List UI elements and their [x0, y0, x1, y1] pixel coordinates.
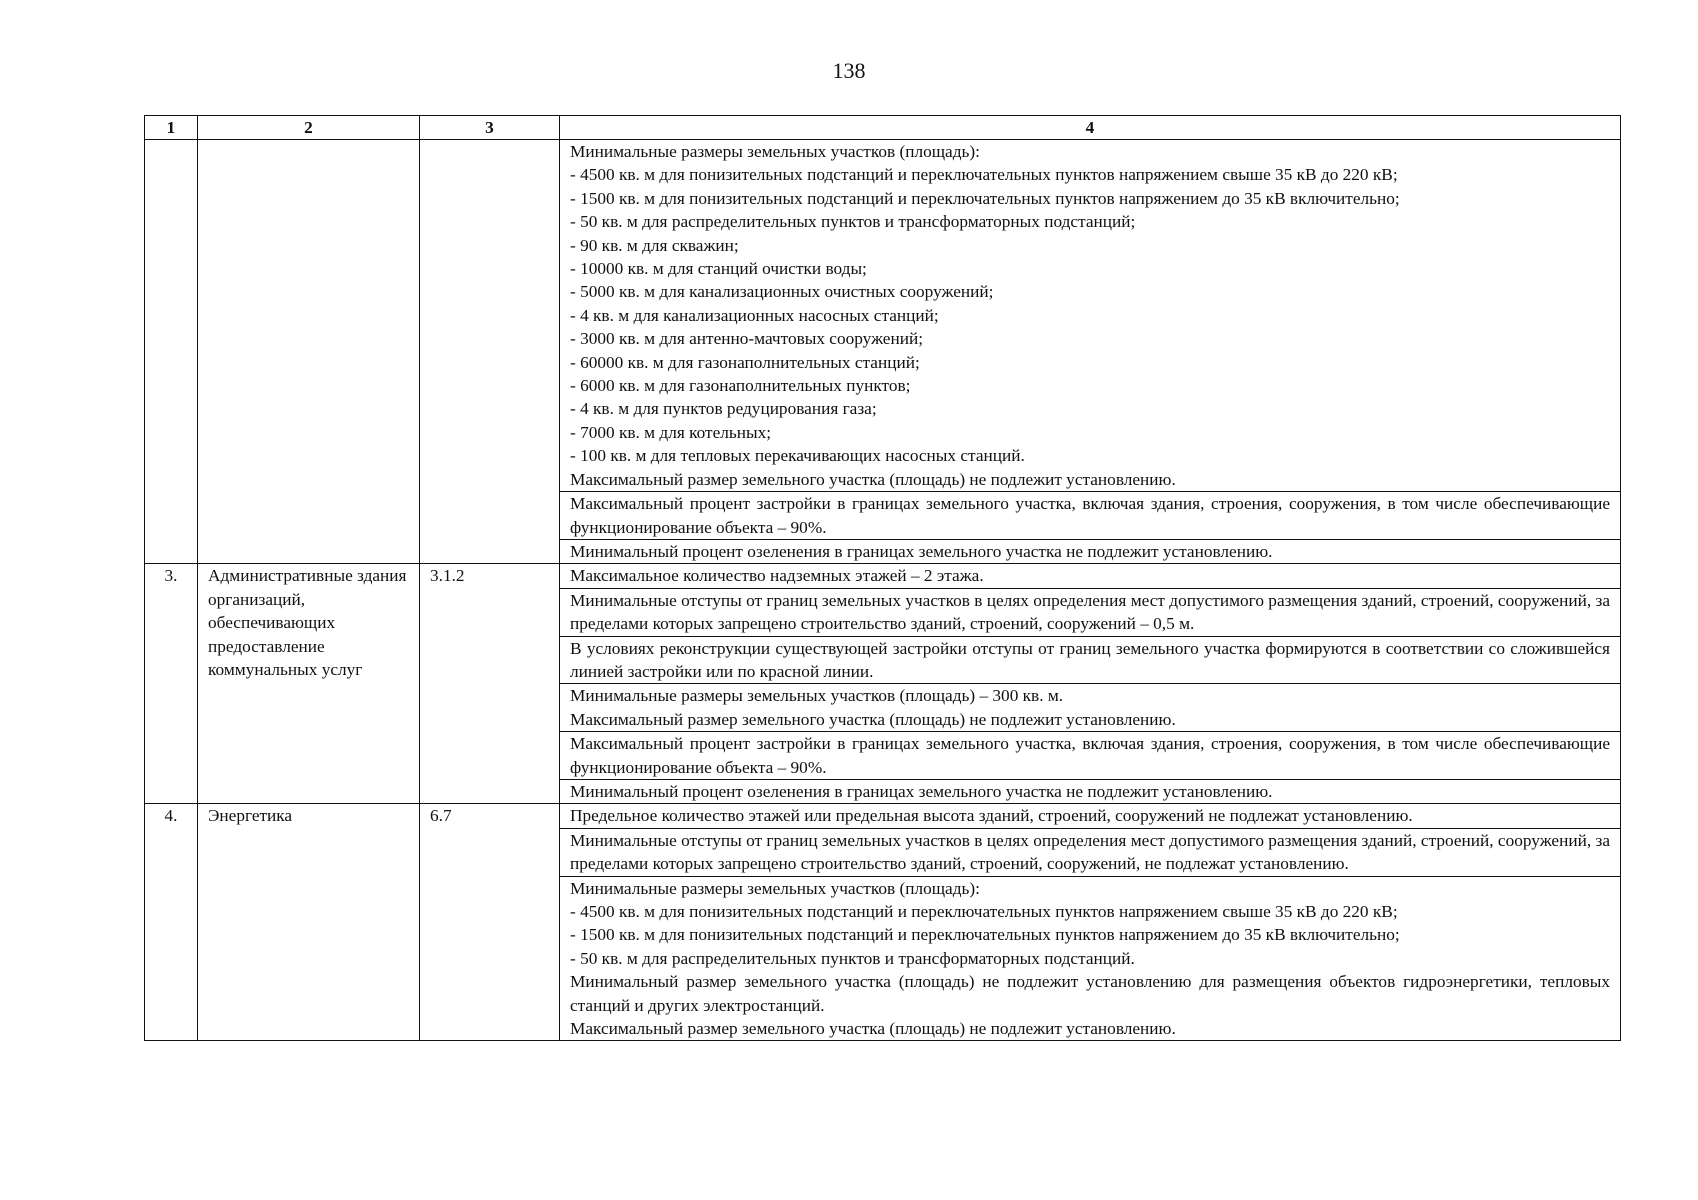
parameter-line: Максимальный процент застройки в границах земельного участка, включая здания, строения, сооружения, в том числе обеспечивающие функционирование объекта – 90%. — [570, 734, 1610, 777]
parameter-line: - 4 кв. м для канализационных насосных станций; — [570, 305, 939, 325]
parameter-line: - 10000 кв. м для станций очистки воды; — [570, 259, 867, 279]
parameter-line: Минимальные размеры земельных участков (площадь): — [570, 142, 980, 161]
parameter-line: Минимальные отступы от границ земельных участков в целях определения мест допустимого размещения зданий, строений, сооружений, за пределами которых запрещено строительство зданий, строений, сооружений, не подлежат установлению. — [570, 830, 1610, 874]
parameter-cell — [560, 876, 1621, 1041]
header-row — [145, 116, 1621, 140]
parameter-line: - 5000 кв. м для канализационных очистных сооружений; — [570, 282, 994, 302]
parameter-line: - 1500 кв. м для понизительных подстанций и переключательных пунктов напряжением до 35 кВ включительно; — [570, 925, 1400, 945]
parameter-cell — [560, 564, 1621, 588]
header-cell: 3 — [420, 116, 560, 140]
parameter-line: - 90 кв. м для скважин; — [570, 235, 739, 255]
parameter-line: Максимальный размер земельного участка (площадь) не подлежит установлению. — [570, 469, 1176, 489]
parameter-cell — [560, 492, 1621, 540]
parameter-line: - 7000 кв. м для котельных; — [570, 422, 772, 442]
parameter-line: Минимальный размер земельного участка (площадь) не подлежит установлению для размещения объектов гидроэнергетики, тепловых станций и других электростанций. — [570, 972, 1610, 1015]
parameter-line: - 60000 кв. м для газонаполнительных станций; — [570, 352, 920, 372]
parameter-line: - 3000 кв. м для антенно-мачтовых сооружений; — [570, 329, 924, 349]
row-name-cell: Административные здания организаций, обеспечивающих предоставление коммунальных услуг — [198, 564, 420, 804]
regulations-table — [144, 115, 1621, 1041]
page-number: 138 — [832, 58, 866, 83]
row-code-cell: 6.7 — [420, 804, 560, 1041]
parameter-cell — [560, 684, 1621, 732]
row-code-cell — [420, 140, 560, 564]
parameter-line: - 4500 кв. м для понизительных подстанций и переключательных пунктов напряжением свыше 35 кВ до 220 кВ; — [570, 902, 1398, 921]
parameter-cell — [560, 732, 1621, 780]
parameter-cell — [560, 804, 1621, 828]
parameter-line: Максимальное количество надземных этажей – 2 этажа. — [570, 566, 984, 586]
parameter-line: Минимальные размеры земельных участков (площадь) – 300 кв. м. — [570, 686, 1064, 706]
parameter-line: Максимальный процент застройки в границах земельного участка, включая здания, строения, сооружения, в том числе обеспечивающие функционирование объекта – 90%. — [570, 494, 1610, 537]
parameter-line: Минимальные отступы от границ земельных участков в целях определения мест допустимого размещения зданий, строений, сооружений, за пределами которых запрещено строительство зданий, строений, сооружений – 0,5 м. — [570, 590, 1610, 634]
parameter-cell — [560, 539, 1621, 563]
parameter-cell — [560, 140, 1621, 492]
row-name-cell — [198, 140, 420, 564]
parameter-cell — [560, 636, 1621, 684]
table-row — [145, 804, 1621, 828]
parameter-line: Минимальные размеры земельных участков (площадь): — [570, 878, 980, 898]
row-name-cell: Энергетика — [198, 804, 420, 1041]
row-number-cell: 4. — [145, 804, 198, 1041]
parameter-cell — [560, 779, 1621, 803]
parameter-line: - 100 кв. м для тепловых перекачивающих насосных станций. — [570, 446, 1025, 466]
parameter-line: В условиях реконструкции существующей застройки отступы от границ земельного участка формируются в соответствии со сложившейся линией застройки или по красной линии. — [570, 638, 1610, 681]
parameter-line: - 1500 кв. м для понизительных подстанций и переключательных пунктов напряжением до 35 кВ включительно; — [570, 188, 1400, 208]
parameter-line: - 4 кв. м для пунктов редуцирования газа; — [570, 399, 877, 419]
table-row — [145, 140, 1621, 492]
header-cell: 4 — [560, 116, 1621, 140]
header-cell: 1 — [145, 116, 198, 140]
parameter-cell — [560, 828, 1621, 876]
parameter-cell — [560, 588, 1621, 636]
parameter-line: Максимальный размер земельного участка (площадь) не подлежит установлению. — [570, 1019, 1176, 1039]
parameter-line: Предельное количество этажей или предельная высота зданий, строений, сооружений не подлежат установлению. — [570, 806, 1413, 826]
parameter-line: Минимальный процент озеленения в границах земельного участка не подлежит установлению. — [570, 541, 1273, 561]
parameter-line: - 4500 кв. м для понизительных подстанций и переключательных пунктов напряжением свыше 35 кВ до 220 кВ; — [570, 165, 1398, 185]
row-number-cell — [145, 140, 198, 564]
parameter-line: - 6000 кв. м для газонаполнительных пунктов; — [570, 376, 911, 396]
parameter-line: - 50 кв. м для распределительных пунктов и трансформаторных подстанций. — [570, 948, 1135, 968]
table-row — [145, 564, 1621, 588]
parameter-line: Максимальный размер земельного участка (площадь) не подлежит установлению. — [570, 709, 1176, 729]
parameter-line: - 50 кв. м для распределительных пунктов и трансформаторных подстанций; — [570, 212, 1136, 232]
row-code-cell: 3.1.2 — [420, 564, 560, 804]
header-cell: 2 — [198, 116, 420, 140]
parameter-line: Минимальный процент озеленения в границах земельного участка не подлежит установлению. — [570, 781, 1273, 801]
row-number-cell: 3. — [145, 564, 198, 804]
